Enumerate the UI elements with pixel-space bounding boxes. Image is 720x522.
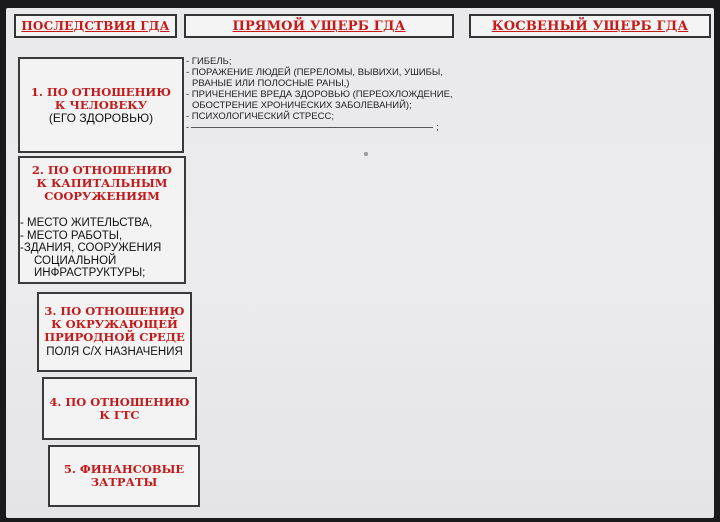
category-financial-costs <box>48 445 200 507</box>
category-title-line: К КАПИТАЛЬНЫМ <box>36 176 168 190</box>
header-consequences: ПОСЛЕДСТВИЯ ГДА <box>14 14 177 38</box>
blank-suffix: ; <box>436 122 439 133</box>
list-item: - ПОРАЖЕНИЕ ЛЮДЕЙ (ПЕРЕЛОМЫ, ВЫВИХИ, УШИБЫ, <box>186 67 443 78</box>
category-title-line: СООРУЖЕНИЯМ <box>44 189 160 203</box>
category-title-line: К ЧЕЛОВЕКУ <box>54 97 148 112</box>
category-title-line: К ГТС <box>99 407 140 422</box>
sublist-item: - МЕСТО ЖИТЕЛЬСТВА, <box>20 217 153 229</box>
category-title-line: 2. ПО ОТНОШЕНИЮ <box>31 163 173 177</box>
category-title-line: 4. ПО ОТНОШЕНИЮ <box>49 394 190 409</box>
direct-damage-list <box>186 56 486 133</box>
category-title-line: К ОКРУЖАЮЩЕЙ <box>51 317 178 332</box>
blank-fill-line <box>186 122 486 133</box>
list-item: ОБОСТРЕНИЕ ХРОНИЧЕСКИХ ЗАБОЛЕВАНИЙ); <box>192 100 412 111</box>
header-indirect-damage: КОСВЕНЫЙ УЩЕРБ ГДА <box>469 14 711 38</box>
category-title-line: 3. ПО ОТНОШЕНИЮ <box>44 304 185 319</box>
category-subtitle: (ЕГО ЗДОРОВЬЮ) <box>48 110 154 125</box>
list-item: - ГИБЕЛЬ; <box>186 56 232 67</box>
sublist-item: СОЦИАЛЬНОЙ <box>34 254 117 267</box>
category-capital-structures <box>18 156 186 284</box>
category-environment <box>37 292 192 372</box>
category-title-line: ЗАТРАТЫ <box>90 475 158 489</box>
sublist-item: ИНФРАСТРУКТУРЫ; <box>34 267 146 279</box>
category-gts <box>42 377 197 440</box>
list-item: - ПСИХОЛОГИЧЕСКИЙ СТРЕСС; <box>186 111 334 122</box>
category-title-line: 1. ПО ОТНОШЕНИЮ <box>30 84 172 99</box>
category-subtitle: ПОЛЯ С/Х НАЗНАЧЕНИЯ <box>46 346 183 359</box>
sublist-item: -ЗДАНИЯ, СООРУЖЕНИЯ <box>20 242 162 254</box>
category-title-line: 5. ФИНАНСОВЫЕ <box>63 462 185 476</box>
list-item: - ПРИЧЕНЕНИЕ ВРЕДА ЗДОРОВЬЮ (ПЕРЕОХЛОЖДЕНИЕ, <box>186 89 453 100</box>
screen-speck <box>364 152 368 156</box>
blank-prefix: - <box>186 122 190 133</box>
underline-blank <box>191 127 433 128</box>
category-title-line: ПРИРОДНОЙ СРЕДЕ <box>44 330 185 345</box>
category-sublist <box>20 217 184 280</box>
sublist-item: - МЕСТО РАБОТЫ, <box>20 229 123 242</box>
category-person <box>18 57 184 153</box>
header-direct-damage: ПРЯМОЙ УЩЕРБ ГДА <box>184 14 454 38</box>
list-item: РВАНЫЕ ИЛИ ПОЛОСНЫЕ РАНЫ,) <box>192 78 350 89</box>
